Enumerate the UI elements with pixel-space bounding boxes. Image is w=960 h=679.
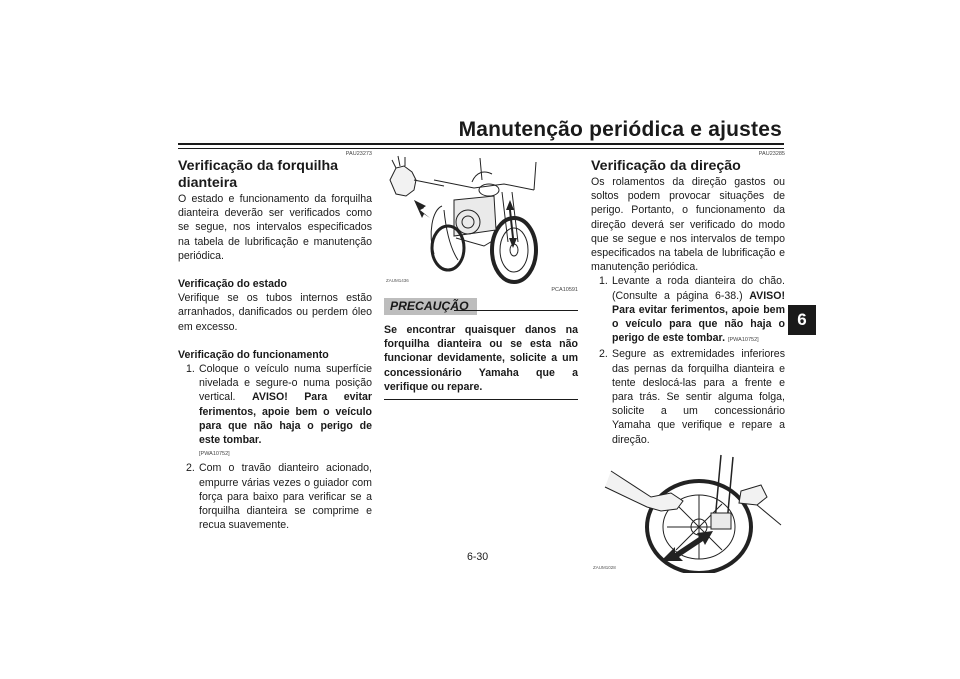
chapter-tab[interactable]: 6 bbox=[788, 305, 816, 335]
page-number: 6-30 bbox=[467, 551, 489, 563]
page-title: Manutenção periódica e ajustes bbox=[458, 118, 782, 141]
condition-subheading: Verificação do estado bbox=[178, 278, 287, 291]
caution-rule bbox=[454, 310, 578, 311]
step-text: Com o travão dianteiro acionado, empurre várias vezes o guiador com força para baixo para verificar se a forquilha dianteira se comprime e recua suavemente. bbox=[199, 462, 372, 532]
fork-wheel-icon bbox=[591, 451, 785, 573]
condition-text: Verifique se os tubos internos estão arranhados, danificados ou perdem óleo em excesso. bbox=[178, 292, 372, 333]
step-number: 2. bbox=[599, 348, 608, 361]
step-item bbox=[178, 461, 372, 532]
operation-steps bbox=[178, 362, 372, 532]
fork-check-section bbox=[178, 150, 372, 532]
fork-illustration bbox=[384, 150, 578, 286]
steering-illustration bbox=[591, 451, 785, 573]
section-code: PAU23285 bbox=[758, 151, 785, 157]
figure-code: ZAUM1436 bbox=[386, 278, 409, 283]
steering-steps bbox=[591, 274, 785, 446]
section-code: PAU23273 bbox=[345, 151, 372, 157]
caution-label: PRECAUÇÃO bbox=[384, 298, 477, 315]
step-number: 1. bbox=[599, 275, 608, 288]
caution-header bbox=[384, 297, 578, 317]
section-intro: O estado e funcionamento da forquilha dianteira deverão ser verificados como se segue, nos intervalos especificados na tabela de lubrificação e manutenção periódica. bbox=[178, 193, 372, 262]
step-text: Levante a roda dianteira do chão. (Consulte a página 6-38.) bbox=[612, 275, 785, 302]
step-item bbox=[591, 347, 785, 446]
step-text: Coloque o veículo numa superfície nivelada e segure-o numa posição vertical. bbox=[199, 363, 372, 404]
warning-text: AVISO! Para evitar ferimentos, apoie bem o veículo para que não haja o perigo de este tombar. bbox=[199, 391, 372, 447]
motorcycle-fork-icon bbox=[384, 150, 578, 286]
section-intro: Os rolamentos da direção gastos ou soltos podem provocar situações de perigo. Portanto, o funcionamento da direção deverá ser verificado do modo que se segue e nos intervalos de tempo especificados na tabela de lubrificação e manutenção periódica. bbox=[591, 176, 785, 274]
step-number: 2. bbox=[186, 462, 195, 475]
figure-code: ZAUM1028 bbox=[593, 564, 616, 570]
caution-code: PCA10591 bbox=[551, 287, 578, 293]
steering-check-section bbox=[591, 150, 785, 573]
warning-code: [PWA10752] bbox=[199, 451, 230, 458]
step-text: Segure as extremidades inferiores das pernas da forquilha dianteira e tente deslocá-las para a frente e para trás. Se sentir alguma folga, solicite a um concessionário Yamaha que verifique e repare a direção. bbox=[612, 348, 785, 446]
header-rule-thin bbox=[178, 148, 784, 149]
caution-text: Se encontrar quaisquer danos na forquilha dianteira ou se esta não funcionar devidamente, solicite a um concessionário Yamaha que a verifique ou repare. bbox=[384, 324, 578, 393]
section-heading: Verificação da forquilha dianteira bbox=[178, 158, 339, 191]
caution-end-rule bbox=[384, 399, 578, 400]
step-item bbox=[178, 362, 372, 461]
warning-text: AVISO! Para evitar ferimentos, apoie bem o veículo para que não haja o perigo de este tombar. bbox=[612, 289, 785, 345]
operation-subheading: Verificação do funcionamento bbox=[178, 348, 329, 361]
header-rule bbox=[178, 143, 784, 145]
fork-figure-column bbox=[384, 150, 578, 400]
step-item bbox=[591, 274, 785, 347]
warning-code: [PWA10752] bbox=[727, 337, 759, 344]
step-number: 1. bbox=[186, 363, 195, 376]
section-heading: Verificação da direção bbox=[591, 158, 741, 174]
